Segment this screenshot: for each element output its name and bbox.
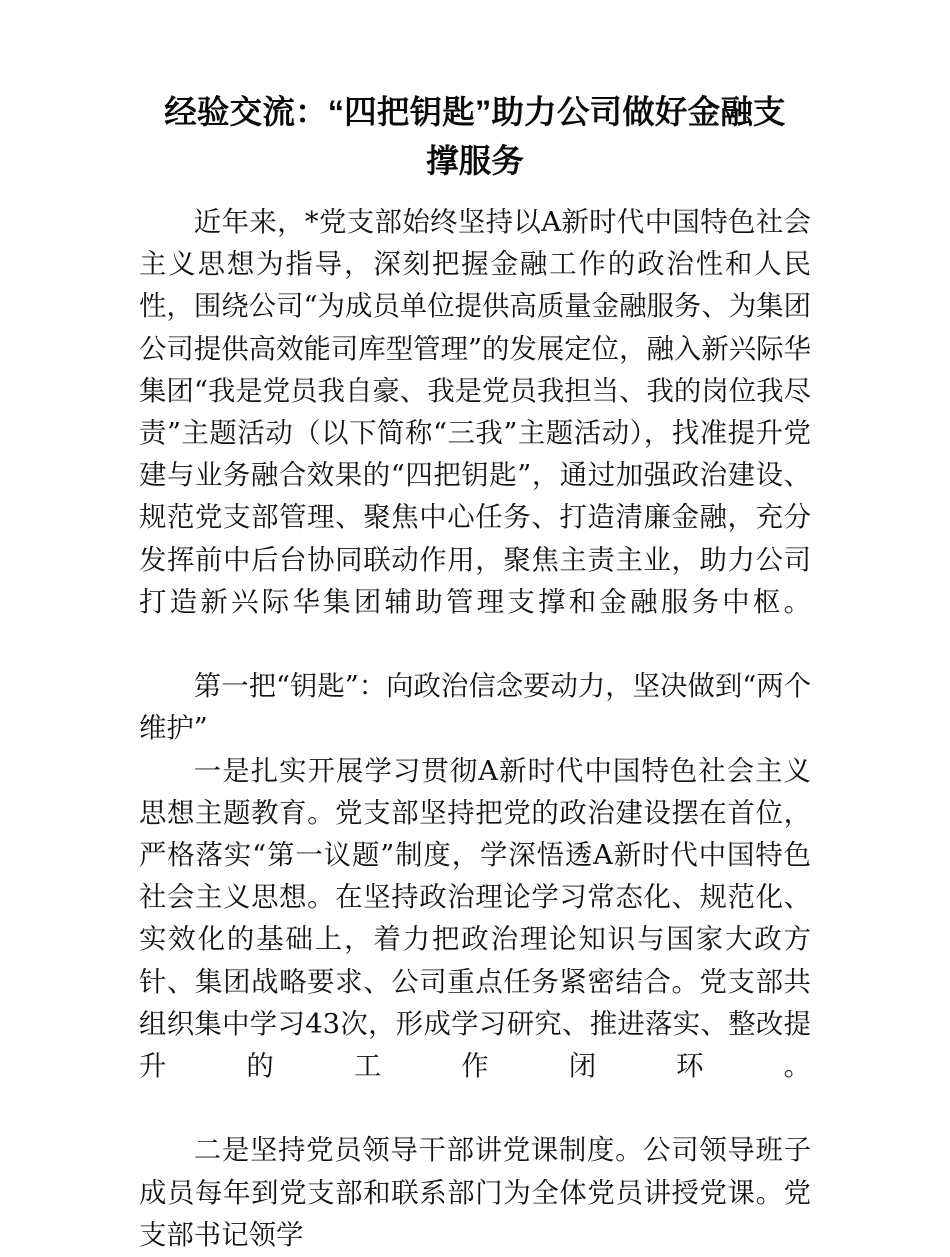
- document-content: [139, 88, 811, 1257]
- paragraph-2-heading-key-one: 第一把“钥匙”：向政治信念要动力，坚决做到“两个维护”: [139, 671, 812, 745]
- page-title-line-2: 撑服务: [425, 143, 525, 179]
- paragraph-3: 一是扎实开展学习贯彻A新时代中国特色社会主义思想主题教育。党支部坚持把党的政治建设摆在首位，严格落实“第一议题”制度，学深悟透A新时代中国特色社会主义思想。在坚持政治理论学习常态化、规范化、实效化的基础上，着力把政治理论知识与国家大政方针、集团战略要求、公司重点任务紧密结合。党支部共组织集中学习43次，形成学习研究、推进落实、整改提升的工作闭环。: [139, 755, 811, 1083]
- document-body: [139, 202, 811, 1257]
- page-title: [139, 88, 811, 186]
- page-title-line-1: 经验交流：“四把钥匙”助力公司做好金融支: [164, 94, 786, 130]
- paragraph-1: 近年来，*党支部始终坚持以A新时代中国特色社会主义思想为指导，深刻把握金融工作的政治性和人民性，围绕公司“为成员单位提供高质量金融服务、为集团公司提供高效能司库型管理”的发展定位，融入新兴际华集团“我是党员我自豪、我是党员我担当、我的岗位我尽责”主题活动（以下简称“三我”主题活动），找准提升党建与业务融合效果的“四把钥匙”，通过加强政治建设、规范党支部管理、聚焦中心任务、打造清廉金融，充分发挥前中后台协同联动作用，聚焦主责主业，助力公司打造新兴际华集团辅助管理支撑和金融服务中枢。: [139, 207, 811, 618]
- paragraph-4: 二是坚持党员领导干部讲党课制度。公司领导班子成员每年到党支部和联系部门为全体党员讲授党课。党支部书记领学: [139, 1135, 811, 1251]
